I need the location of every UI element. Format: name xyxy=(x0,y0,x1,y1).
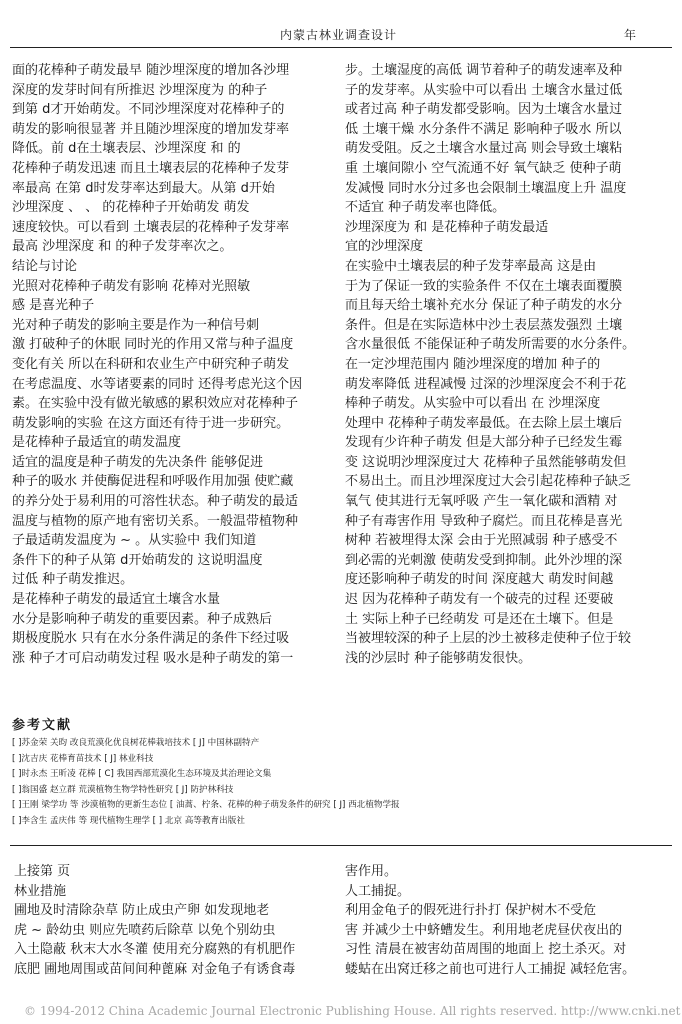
text-line: 圃地及时清除杂草 防止成虫产卵 如发现地老 xyxy=(14,903,270,919)
year-label: 年 xyxy=(624,28,637,42)
text-line: 害 并减少土中蛴螬发生。利用地老虎昼伏夜出的 xyxy=(345,922,623,938)
text-line: 重 土壤间隙小 空气流通不好 氧气缺乏 使种子萌 xyxy=(345,160,622,176)
text-line: 步。土壤湿度的高低 调节着种子的萌发速率及种 xyxy=(345,63,623,78)
text-line: 期极度脱水 只有在水分条件满足的条件下经过吸 xyxy=(12,631,290,647)
text-line: 处理中 花棒种子萌发率最低。在去除上层土壤后 xyxy=(345,415,623,431)
text-line: 不适宜 种子萌发率也降低。 xyxy=(345,200,506,216)
text-line: 虎 ~ 龄幼虫 则应先喷药后除草 以免个别幼虫 xyxy=(14,922,276,938)
text-line: 低 土壤干燥 水分条件不满足 影响种子吸水 所以 xyxy=(345,121,622,137)
text-line: 变化有关 所以在科研和农业生产中研究种子萌发 xyxy=(12,356,290,372)
text-line: 是花棒种子萌发的最适宜土壤含水量 xyxy=(12,592,221,608)
text-line: 深度的发芽时间有所推迟 沙埋深度为 的种子 xyxy=(12,82,268,98)
text-line: 到第 d才开始萌发。不同沙埋深度对花棒种子的 xyxy=(12,102,285,118)
continuation-right-column xyxy=(345,862,667,980)
text-line: 而且每天给土壤补充水分 保证了种子萌发的水分 xyxy=(345,298,623,314)
text-line: 感 是喜光种子 xyxy=(12,298,95,314)
text-line: 树种 若被埋得太深 会由于光照减弱 种子感受不 xyxy=(345,533,618,549)
text-line: 萌发影响的实验 在这方面还有待于进一步研究。 xyxy=(12,415,290,431)
text-line: 害作用。 xyxy=(345,864,398,879)
text-line: 萌发受阻。反之土壤含水量过高 则会导致土壤粘 xyxy=(345,141,623,157)
copyright-footer: © 1994-2012 China Academic Journal Electronic Publishing House. All rights reserved. http://www.cnki.net xyxy=(24,1004,681,1018)
section-separator xyxy=(10,845,672,846)
text-line: 萌发的影响很显著 并且随沙埋深度的增加发芽率 xyxy=(12,121,290,137)
text-line: 沙埋深度为 和 是花棒种子萌发最适 xyxy=(345,219,549,235)
text-line: 子的发芽率。从实验中可以看出 土壤含水量过低 xyxy=(345,82,623,98)
text-line: 底肥 圃地周围或苗间间种蓖麻 对金龟子有诱食毒 xyxy=(14,961,296,977)
reference-item: [ ]王刚 梁学功 等 沙漠植物的更新生态位 [ 油蒿、柠条、花棒的种子萌发条件的研究 [ J] 西北植物学报 xyxy=(12,800,400,811)
text-line: 含水量很低 不能保证种子萌发所需要的水分条件。 xyxy=(345,337,636,353)
text-line: 温度与植物的原产地有密切关系。一般温带植物种 xyxy=(12,513,299,529)
text-line: 人工捕捉。 xyxy=(345,883,411,899)
text-line: 不易出土。而且沙埋深度过大会引起花棒种子缺乏 xyxy=(345,474,632,490)
text-line: 在一定沙埋范围内 随沙埋深度的增加 种子的 xyxy=(345,356,601,372)
text-line: 变 这说明沙埋深度过大 花棒种子虽然能够萌发但 xyxy=(345,454,627,470)
text-line: 浅的沙层时 种子能够萌发很快。 xyxy=(345,650,532,666)
text-line: 氧气 使其进行无氧呼吸 产生一氧化碳和酒精 对 xyxy=(345,494,618,510)
text-line: 棒种子萌发。从实验中可以看出 在 沙埋深度 xyxy=(345,396,601,412)
text-line: 光照对花棒种子萌发有影响 花棒对光照敏 xyxy=(12,278,251,294)
reference-item: [ ]苏金荣 关昀 改良荒漠化优良树花棒栽培技术 [ J] 中国林副特产 xyxy=(12,738,260,748)
text-line: 降低。前 d在土壤表层、沙埋深度 和 的 xyxy=(12,141,241,157)
text-line: 在考虑温度、水等诸要素的同时 还得考虑光这个因 xyxy=(12,376,303,392)
text-line: 过低 种子萌发推迟。 xyxy=(12,572,134,588)
text-line: 于为了保证一致的实验条件 不仅在土壤表面覆膜 xyxy=(345,278,623,294)
reference-item: [ ]沈吉庆 花棒育苗技术 [ J] 林业科技 xyxy=(12,753,154,764)
left-column xyxy=(12,61,334,668)
text-line: 种子的吸水 并使酶促进程和呼吸作用加强 使贮藏 xyxy=(12,474,294,490)
journal-title: 内蒙古林业调查设计 xyxy=(280,28,398,42)
text-line: 速度较快。可以看到 土壤表层的花棒种子发芽率 xyxy=(12,219,290,235)
text-line: 当被埋较深的种子上层的沙土被移走使种子位于较 xyxy=(345,631,632,647)
text-line: 种子有毒害作用 导致种子腐烂。而且花棒是喜光 xyxy=(345,513,623,529)
references-heading: 参考文献 xyxy=(12,718,73,733)
text-line: 发减慢 同时水分过多也会限制土壤温度上升 温度 xyxy=(345,180,627,196)
header-rule xyxy=(10,47,672,48)
text-line: 涨 种子才可启动萌发过程 吸水是种子萌发的第一 xyxy=(12,650,294,666)
text-line: 萌发率降低 进程减慢 过深的沙埋深度会不利于花 xyxy=(345,376,627,392)
text-line: 宜的沙埋深度 xyxy=(345,239,424,255)
text-line: 素。在实验中没有做光敏感的累积效应对花棒种子 xyxy=(12,396,299,412)
references xyxy=(12,714,672,830)
text-line: 度还影响种子萌发的时间 深度越大 萌发时间越 xyxy=(345,572,614,588)
reference-item: [ ]李含生 孟庆伟 等 现代植物生理学 [ ] 北京 高等教育出版社 xyxy=(12,815,245,826)
text-line: 结论与讨论 xyxy=(12,258,78,274)
text-line: 面的花棒种子萌发最早 随沙埋深度的增加各沙埋 xyxy=(12,63,290,78)
reference-item: [ ]时永杰 王昕凌 花棒 [ C] 我国西部荒漠化生态环境及其治理论文集 xyxy=(12,769,272,780)
text-line: 最高 沙埋深度 和 的种子发芽率次之。 xyxy=(12,239,233,255)
text-line: 水分是影响种子萌发的重要因素。种子成熟后 xyxy=(12,611,273,627)
text-line: 或者过高 种子萌发都受影响。因为土壤含水量过 xyxy=(345,102,623,118)
right-column xyxy=(345,61,667,668)
text-line: 率最高 在第 d时发芽率达到最大。从第 d开始 xyxy=(12,180,275,196)
text-line: 子最适萌发温度为 ~ 。从实验中 我们知道 xyxy=(12,533,257,549)
text-line: 光对种子萌发的影响主要是作为一种信号刺 xyxy=(12,317,260,333)
text-line: 花棒种子萌发迅速 而且土壤表层的花棒种子发芽 xyxy=(12,160,290,176)
text-line: 条件。但是在实际造林中沙土表层蒸发强烈 土壤 xyxy=(345,317,623,333)
continuation-left-column xyxy=(14,862,336,980)
text-line: 到必需的光刺激 使萌发受到抑制。此外沙埋的深 xyxy=(345,552,623,568)
text-line: 沙埋深度 、 、 的花棒种子开始萌发 萌发 xyxy=(12,200,250,216)
text-line: 蝼蛄在出窝迁移之前也可进行人工捕捉 减轻危害。 xyxy=(345,961,636,977)
text-line: 上接第 页 xyxy=(14,864,71,879)
text-line: 迟 因为花棒种子萌发有一个破壳的过程 还要破 xyxy=(345,592,614,608)
text-line: 入土隐蔽 秋末大水冬灌 使用充分腐熟的有机肥作 xyxy=(14,942,296,958)
text-line: 林业措施 xyxy=(14,883,67,899)
text-line: 激 打破种子的休眠 同时光的作用又常与种子温度 xyxy=(12,337,294,353)
text-line: 适宜的温度是种子萌发的先决条件 能够促进 xyxy=(12,454,264,470)
text-line: 发现有少许种子萌发 但是大部分种子已经发生霉 xyxy=(345,435,623,451)
text-line: 利用金龟子的假死进行扑打 保护树木不受危 xyxy=(345,903,597,919)
reference-item: [ ]翁国盛 赵立群 荒漠植物生物学特性研究 [ J] 防护林科技 xyxy=(12,784,234,795)
text-line: 是花棒种子最适宜的萌发温度 xyxy=(12,435,182,451)
text-line: 条件下的种子从第 d开始萌发的 这说明温度 xyxy=(12,552,263,568)
text-line: 土 实际上种子已经萌发 可是还在土壤下。但是 xyxy=(345,611,614,627)
text-line: 的养分处于易利用的可溶性状态。种子萌发的最适 xyxy=(12,494,299,510)
text-line: 在实验中土壤表层的种子发芽率最高 这是由 xyxy=(345,258,597,274)
text-line: 习性 清晨在被害幼苗周围的地面上 挖土杀灭。对 xyxy=(345,942,627,958)
